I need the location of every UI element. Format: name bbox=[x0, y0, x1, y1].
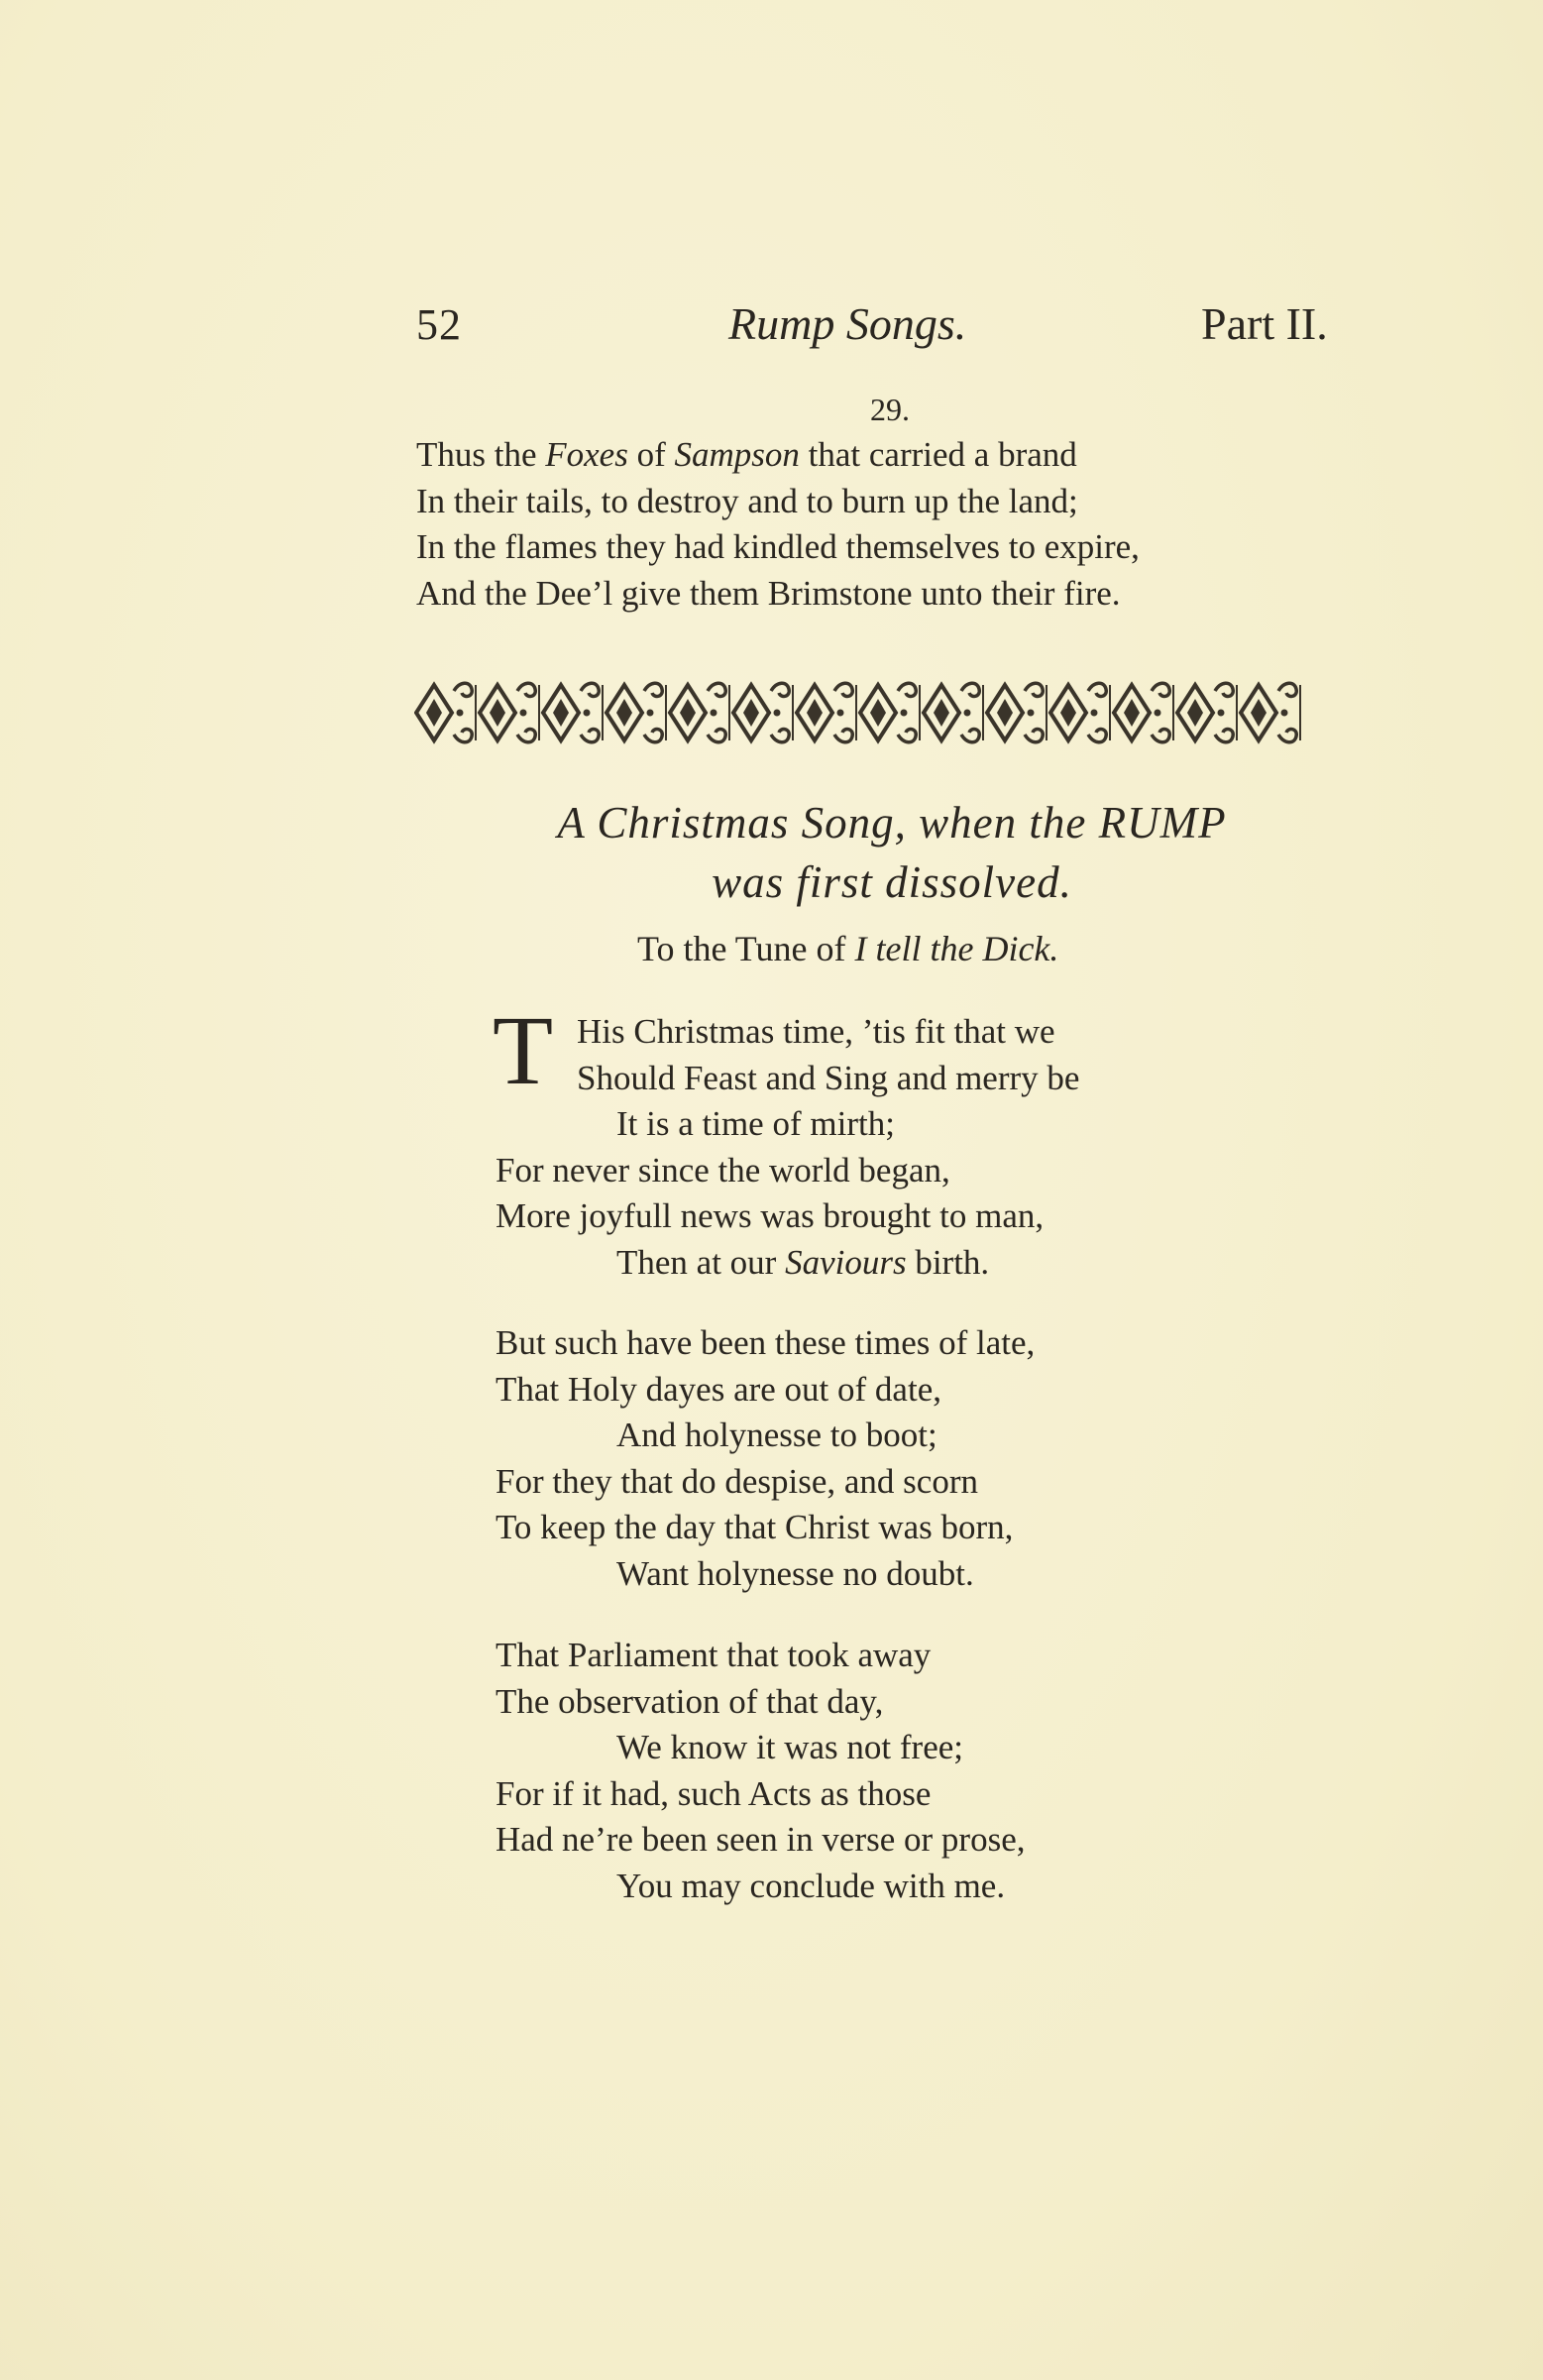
verse-line: Then at our Saviours birth. bbox=[616, 1242, 990, 1282]
verse-line: That Parliament that took away bbox=[496, 1636, 932, 1674]
verse-line: In their tails, to destroy and to burn up the land; bbox=[416, 481, 1078, 520]
ornament-motif bbox=[1241, 683, 1300, 742]
verse-line: For they that do despise, and scorn bbox=[496, 1461, 978, 1501]
ornament-motif bbox=[1050, 683, 1110, 742]
page-number: 52 bbox=[416, 300, 462, 349]
verse-line: You may conclude with me. bbox=[616, 1866, 1006, 1905]
ornament-motif bbox=[924, 683, 983, 742]
running-title: Rump Songs. bbox=[728, 298, 967, 349]
verse-line: Should Feast and Sing and merry be bbox=[577, 1058, 1080, 1097]
song-title-line: was first dissolved. bbox=[712, 857, 1072, 907]
verse-line: And holynesse to boot; bbox=[616, 1416, 937, 1454]
song-title-line: A Christmas Song, when the RUMP bbox=[557, 798, 1227, 848]
ornament-motif bbox=[1114, 683, 1173, 742]
verse-line: The observation of that day, bbox=[496, 1681, 884, 1721]
ornament-motif bbox=[733, 683, 793, 742]
verse-line: In the flames they had kindled themselves to expire, bbox=[416, 527, 1140, 566]
decorative-border bbox=[414, 677, 1361, 748]
verse-line: For never since the world began, bbox=[496, 1150, 950, 1190]
ornament-motif bbox=[543, 683, 603, 742]
verse-line: Had ne’re been seen in verse or prose, bbox=[496, 1820, 1026, 1859]
song-stanza-2 bbox=[496, 1320, 1035, 1597]
tune-name: I tell the Dick. bbox=[854, 929, 1059, 968]
verse-line: His Christmas time, ’tis fit that we bbox=[577, 1012, 1055, 1051]
verse-line: Thus the Foxes of Sampson that carried a brand bbox=[416, 435, 1077, 474]
verse-line: To keep the day that Christ was born, bbox=[496, 1508, 1014, 1546]
ornament-motif bbox=[416, 683, 476, 742]
tune-line: To the Tune of I tell the Dick. bbox=[637, 929, 1059, 968]
verse-line: More joyfull news was brought to man, bbox=[496, 1196, 1045, 1235]
drop-cap: T bbox=[493, 995, 554, 1105]
ornament-motif bbox=[1177, 683, 1237, 742]
stanza-number: 29. bbox=[870, 392, 910, 427]
song-stanza-3 bbox=[496, 1633, 1026, 1909]
part-label: Part II. bbox=[1201, 298, 1328, 349]
previous-song-stanza bbox=[416, 432, 1140, 617]
ornament-motif bbox=[797, 683, 856, 742]
verse-line: Want holynesse no doubt. bbox=[616, 1553, 974, 1593]
song-stanza-1 bbox=[496, 1009, 1079, 1286]
verse-line: And the Dee’l give them Brimstone unto their fire. bbox=[416, 573, 1121, 613]
verse-line: It is a time of mirth; bbox=[616, 1104, 895, 1143]
ornament-motif bbox=[860, 683, 920, 742]
verse-line: But such have been these times of late, bbox=[496, 1323, 1036, 1362]
ornament-motif bbox=[987, 683, 1047, 742]
ornament-motif bbox=[606, 683, 666, 742]
ornament-motif bbox=[670, 683, 729, 742]
ornament-motif bbox=[480, 683, 539, 742]
song-title bbox=[456, 793, 1328, 912]
verse-line: We know it was not free; bbox=[616, 1728, 963, 1766]
verse-line: For if it had, such Acts as those bbox=[496, 1773, 932, 1813]
verse-line: That Holy dayes are out of date, bbox=[496, 1369, 941, 1409]
